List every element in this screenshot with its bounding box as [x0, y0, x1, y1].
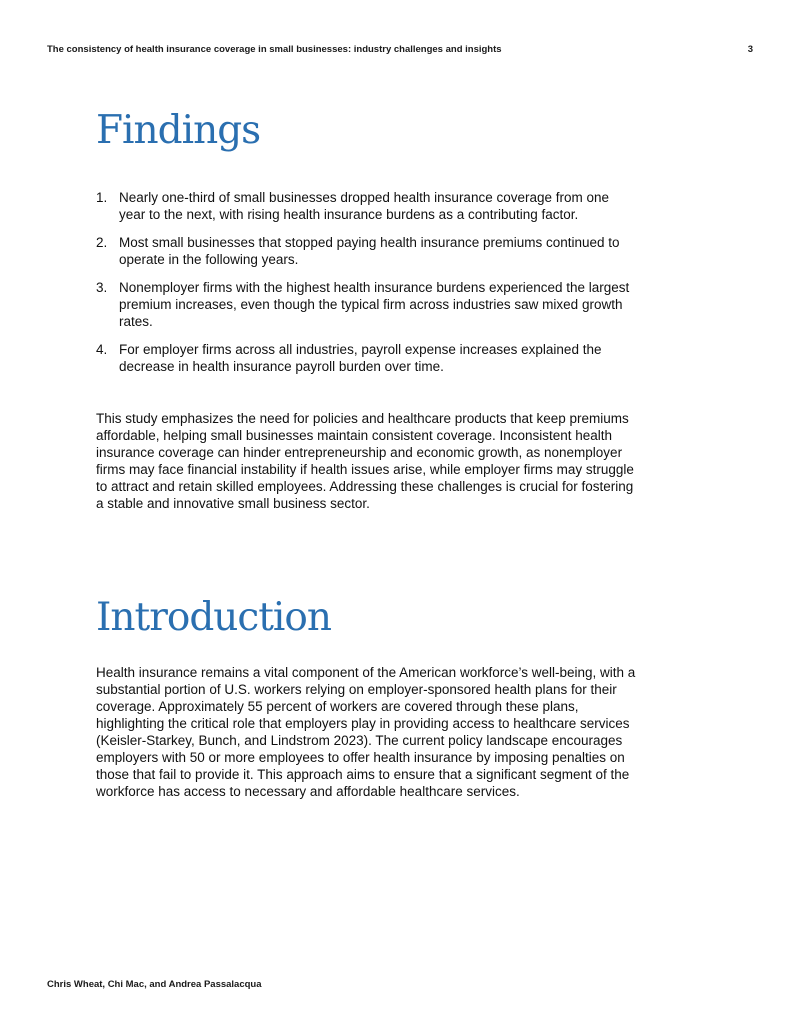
- finding-number: 4.: [96, 342, 108, 357]
- finding-text: Most small businesses that stopped paying health insurance premiums continued to operate in the following years.: [119, 235, 620, 267]
- introduction-paragraph: Health insurance remains a vital component of the American workforce’s well-being, with a substantial portion of U.S. workers relying on employer-sponsored health plans for their coverage. Approximately 55 percent of workers are covered through these plans, highlighting the critical role that employers play in providing access to healthcare services (Keisler-Starkey, Bunch, and Lindstrom 2023). The current policy landscape encourages employers with 50 or more employees to offer health insurance by imposing penalties on those that fail to provide it. This approach aims to ensure that a significant segment of the workforce has access to necessary and affordable healthcare services.: [96, 665, 636, 799]
- finding-item: [96, 189, 636, 223]
- running-title: The consistency of health insurance coverage in small businesses: industry challenges and insights: [47, 44, 502, 55]
- finding-item: [96, 341, 636, 375]
- finding-number: 1.: [96, 190, 108, 205]
- finding-item: [96, 234, 636, 268]
- finding-text: Nearly one-third of small businesses dropped health insurance coverage from one year to the next, with rising health insurance burdens as a contributing factor.: [119, 190, 610, 222]
- finding-number: 2.: [96, 235, 108, 250]
- running-header: [47, 44, 753, 55]
- finding-number: 3.: [96, 280, 108, 295]
- findings-list: [96, 189, 636, 386]
- finding-item: [96, 279, 636, 330]
- introduction-heading: Introduction: [96, 595, 331, 640]
- finding-text: For employer firms across all industries, payroll expense increases explained the decrease in health insurance payroll burden over time.: [119, 342, 602, 374]
- running-footer-authors: Chris Wheat, Chi Mac, and Andrea Passalacqua: [47, 979, 262, 990]
- finding-text: Nonemployer firms with the highest health insurance burdens experienced the largest premium increases, even though the typical firm across industries saw mixed growth rates.: [119, 280, 630, 329]
- findings-summary-paragraph: This study emphasizes the need for policies and healthcare products that keep premiums affordable, helping small businesses maintain consistent coverage. Inconsistent health insurance coverage can hinder entrepreneurship and economic growth, as nonemployer firms may face financial instability if health issues arise, while employer firms may struggle to attract and retain skilled employees. Addressing these challenges is crucial for fostering a stable and innovative small business sector.: [96, 411, 634, 511]
- page-number: 3: [747, 44, 753, 55]
- findings-heading: Findings: [96, 108, 261, 153]
